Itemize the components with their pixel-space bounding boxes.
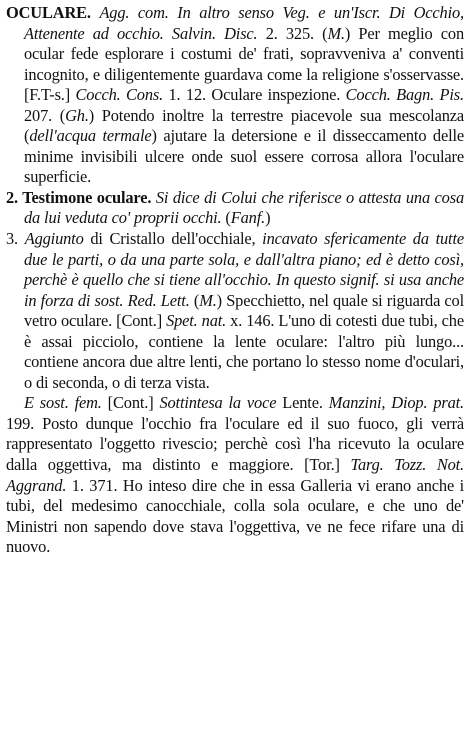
sense-definition: incavato sfericamente da tutte due le parti, o da una parte sola, e dall'altra piano; ed è detto così, perchè è quello che si tiene all'occhio. In questo signif. si usa anche in forza di sost. Red. Lett.	[24, 229, 464, 310]
citation-ref: (	[189, 290, 200, 310]
citation-author: Cocch. Cons.	[75, 85, 164, 105]
citation-ref: 207. (	[24, 105, 66, 125]
sense-phrase: Testimone oculare.	[22, 187, 152, 207]
quotation-text: ) Specchietto, nel quale si riguarda col vetro oculare. [Cont.]	[24, 290, 464, 331]
citation-ref: 2. 325. (	[257, 23, 328, 43]
editorial-gloss: dell'acqua termale	[29, 126, 152, 146]
sense-label: E sost. fem.	[24, 393, 102, 413]
sense-text: di Cristallo dell'occhiale,	[83, 229, 263, 249]
entry-paragraph-sense-2	[6, 188, 464, 229]
sense-definition: Sottintesa la voce	[159, 393, 277, 413]
citation-author: Spet. nat.	[166, 311, 227, 331]
entry-paragraph-sense-3	[6, 229, 464, 393]
entry-paragraph-substantive	[6, 393, 464, 557]
citation-ref: (	[221, 208, 231, 228]
quotation-text: 1. 12. Oculare inspezione.	[163, 85, 346, 105]
sense-number: 2.	[6, 187, 23, 207]
editor-tag: [Cont.]	[101, 393, 160, 413]
source-abbrev: Gh.	[65, 105, 89, 125]
citation-author: Manzini, Diop. prat.	[328, 393, 464, 413]
source-abbrev: M.	[327, 23, 345, 43]
sense-definition: Si dice di Colui che riferisce o attesta una cosa da lui veduta co' proprii occhi.	[24, 187, 464, 228]
quotation-text: ) Potendo inoltre la terrestre piacevole sua mescolanza (	[24, 105, 464, 146]
citation-author: Cocch. Bagn. Pis.	[345, 85, 464, 105]
quotation-text: ) ajutare la detersione e il disseccamento delle minime invisibili ulcere onde suol essere corrosa allora l'oculare superficie.	[24, 126, 465, 187]
quotation-text: 199. Posto dunque l'occhio fra l'oculare ed il suo fuoco, gli verrà rappresentato l'oggetto rivescio; perchè così l'ha ricevuto la oculare dalla oggettiva, ma distinto e maggiore. [Tor.]	[6, 413, 464, 475]
quotation-text: x. 146. L'uno di cotesti due tubi, che è assai picciolo, contiene la lente oculare: l'altro più lungo... contiene ancora due altre lenti, che portano lo stesso nome d'oculari, o di seconda, o di terza vista.	[24, 311, 464, 392]
sense-label: Aggiunto	[24, 229, 84, 249]
dictionary-entry	[6, 3, 464, 558]
sense-text: Lente.	[276, 393, 329, 413]
headword: OCULARE.	[6, 3, 91, 22]
quotation-text: ) Per meglio con ocular fede esplorare i costumi de' frati, sopravveniva a' conventi incognito, e diligentemente guardava come la religione s'osservasse. [F.T-s.]	[24, 23, 464, 105]
entry-paragraph-definition	[6, 3, 464, 188]
sense-number: 3.	[6, 229, 25, 249]
grammar-note: Agg. com. In altro senso Veg. e un'Iscr. Di Occhio, Attenente ad occhio. Salvin. Disc.	[24, 3, 464, 43]
quotation-text: 1. 371. Ho inteso dire che in essa Galleria vi erano anche i tubi, del medesimo canocchiale, colla sola oculare, e che uno de' Ministri non sapendo dove stava l'oggettiva, ve ne fece rifare una di nuovo.	[6, 475, 464, 557]
citation-author: Targ. Tozz. Not. Aggrand.	[6, 455, 465, 495]
source-abbrev: Fanf.	[230, 208, 266, 228]
source-abbrev: M.	[199, 290, 217, 310]
citation-ref: )	[265, 208, 271, 228]
